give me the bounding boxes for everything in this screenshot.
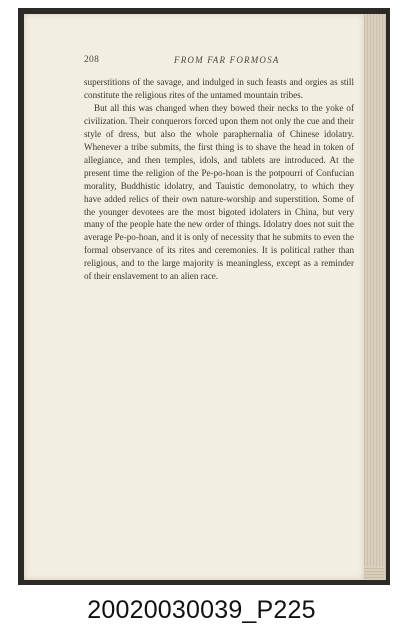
page-header [84,55,352,69]
body-text [84,76,354,283]
paragraph: But all this was changed when they bowed their necks to the yoke of civilization. Their conquerors forced upon them not only the cue and their style of dress, but also the whole paraphernalia of Chinese idolatry. Whenever a tribe submits, the first thing is to shave the head in token of allegiance, and then temples, idols, and tablets are introduced. At the present time the religion of the Pe-po-hoan is the potpourri of Confucian morality, Buddhistic idolatry, and Tauistic demonolatry, to which they have added relics of their own nature-worship and superstition. Some of the younger devotees are the most bigoted idolaters in China, but very many of the people hate the new order of things. Idolatry does not suit the average Pe-po-hoan, and it is only of necessity that he submits to even the formal observance of its rites and ceremonies. It is political rather than religious, and to the large majority is meaningless, except as a reminder of their enslavement to an alien race. [84,102,354,282]
running-title: FROM FAR FORMOSA [174,55,280,65]
catalog-id: 20020030039_P225 [87,596,316,624]
paragraph: superstitions of the savage, and indulged in such feasts and orgies as still constitute the religious rites of the untamed mountain tribes. [84,77,354,100]
page-edges-right [362,14,386,580]
page-number: 208 [84,55,100,65]
